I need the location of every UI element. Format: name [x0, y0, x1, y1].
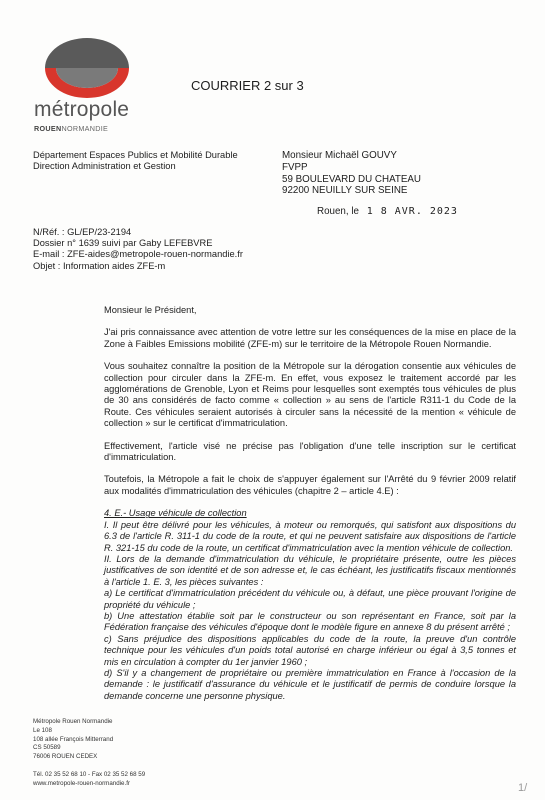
date-place: Rouen, le [317, 206, 359, 217]
recipient-name: Monsieur Michaël GOUVY [282, 150, 397, 161]
date-line [317, 206, 458, 217]
logo [32, 38, 142, 134]
reference-block [33, 227, 243, 272]
footer-addr-3: CS 50589 [33, 744, 61, 752]
recipient-street: 59 BOULEVARD DU CHATEAU [282, 173, 422, 185]
paragraph-2: Vous souhaitez connaître la position de la Métropole sur la dérogation consentie aux véhicules de collection pour circuler dans la ZFE-m. En effet, vous exposez le traitement accordé par les agglomérations de Grenoble, Lyon et Reims pour lesquelles sont exemptés tous véhicules de plus de 30 ans considérés de facto comme « collection » au sens de l'article R311-1 du Code de la Route. Ces véhicules seraient autorisés à circuler sans la nécessité de la mention « véhicule de collection » sur le certificat d'immatriculation. [104, 361, 516, 429]
sender-block [33, 150, 238, 172]
quote-item-c: c) Sans préjudice des dispositions applicables du code de la route, la preuve d'un contrôle technique pour les véhicules d'un poids total autorisé en charge inférieur ou égal à 3,5 tonnes et mis en circulation à compter du 1er janvier 1960 ; [104, 633, 516, 667]
recipient-block [282, 150, 421, 197]
logo-wordmark: métropole [34, 98, 130, 121]
footer-addr-4: 76006 ROUEN CEDEX [33, 753, 98, 761]
quote-item-a: a) Le certificat d'immatriculation précédent du véhicule ou, à défaut, une pièce prouvant l'origine de propriété du véhicule ; [104, 588, 516, 610]
page-mark: 1/ [518, 782, 528, 794]
paragraph-1: J'ai pris connaissance avec attention de votre lettre sur les conséquences de la mise en place de la Zone à Faibles Emissions mobilité (ZFE-m) sur le territoire de la Métropole Rouen Normandie. [104, 327, 516, 349]
metropole-logo-icon [32, 38, 142, 98]
letter-object: Objet : Information aides ZFE-m [33, 260, 166, 271]
paragraph-3: Effectivement, l'article visé ne précise pas l'obligation d'une telle inscription sur le certificat d'immatriculation. [104, 440, 516, 463]
recipient-org: FVPP [282, 161, 308, 173]
paragraph-4: Toutefois, la Métropole a fait le choix de s'appuyer également sur l'Arrêté du 9 février 2009 relatif aux modalités d'immatriculation des véhicules (chapitre 2 – article 4.E) : [104, 474, 516, 496]
recipient-city: 92200 NEUILLY SUR SEINE [282, 185, 408, 197]
footer-addr-2: 108 allée François Mitterrand [33, 735, 114, 743]
footer-phone: Tél. 02 35 52 68 10 - Fax 02 35 52 68 59 [33, 770, 146, 778]
date-stamp: 1 8 AVR. 2023 [366, 206, 458, 217]
sender-department: Département Espaces Publics et Mobilité Durable [33, 150, 238, 160]
page-title: COURRIER 2 sur 3 [191, 78, 304, 93]
footer-address [33, 718, 145, 789]
letter-body [104, 305, 516, 702]
sender-direction: Direction Administration et Gestion [33, 161, 176, 172]
quote-title: 4. E.- Usage véhicule de collection [104, 508, 247, 519]
quote-paragraph-1: I. Il peut être délivré pour les véhicules, à moteur ou remorqués, qui satisfont aux dispositions du 6.3 de l'article R. 311-1 du code de la route, et qui ne peuvent satisfaire aux dispositions de l'article R. 321-15 du code de la route, un certificat d'immatriculation avec la mention véhicule de collection. [104, 519, 516, 553]
quote-item-d: d) S'il y a changement de propriétaire ou première immatriculation en France à l'occasion de la demande : le justificatif d'assurance du véhicule et le justificatif de permis de conduire lorsque la demande concerne une personne physique. [104, 667, 516, 701]
footer-website: www.metropole-rouen-normandie.fr [33, 779, 130, 787]
footer-addr-1: Le 108 [33, 726, 52, 734]
dossier-number: Dossier n° 1639 suivi par Gaby LEFEBVRE [33, 238, 213, 249]
quote-block [104, 508, 516, 702]
reference-number: N/Réf. : GL/EP/23-2194 [33, 227, 132, 237]
salutation: Monsieur le Président, [104, 305, 197, 315]
quote-item-b: b) Une attestation établie soit par le constructeur ou son représentant en France, soit par la Fédération française des véhicules d'époque dont le modèle figure en annexe 8 du présent arrêté ; [104, 610, 516, 633]
quote-paragraph-2: II. Lors de la demande d'immatriculation du véhicule, le propriétaire présente, outre les pièces justificatives de son identité et de son adresse et, le cas échéant, les justificatifs fiscaux mentionnés à l'article 1. E. 3, les pièces suivantes : [104, 553, 516, 587]
logo-subtitle [34, 124, 108, 133]
footer-org: Métropole Rouen Normandie [33, 718, 113, 725]
logo-subtitle-bold: ROUEN [34, 124, 62, 133]
logo-subtitle-light: NORMANDIE [61, 124, 109, 133]
contact-email: E-mail : ZFE-aides@metropole-rouen-normandie.fr [33, 249, 243, 260]
